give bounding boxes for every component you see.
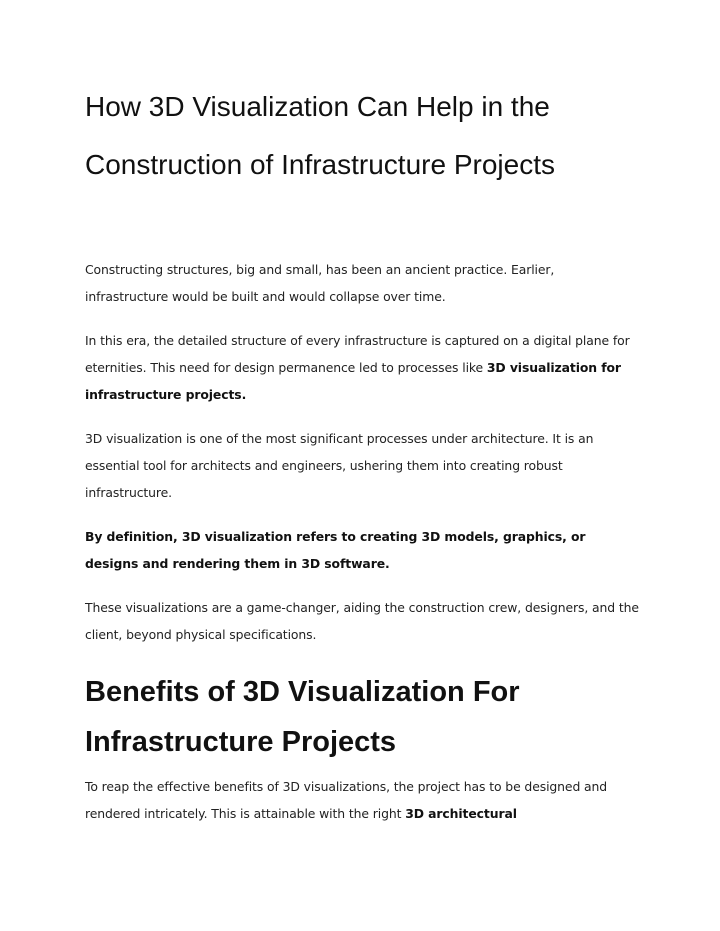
paragraph-benefits-intro-text: To reap the effective benefits of 3D visualizations, the project has to be designed and rendered intricately. This is attainable with the right [85,779,608,821]
paragraph-digital-plane [85,327,640,408]
section-heading-benefits: Benefits of 3D Visualization For Infrastructure Projects [85,676,520,758]
paragraph-digital-plane-text: In this era, the detailed structure of every infrastructure is captured on a digital plane for eternities. This need for design permanence led to processes like [85,333,630,375]
paragraph-game-changer-text: These visualizations are a game-changer, aiding the construction crew, designers, and the client, beyond physical specifications. [85,600,639,642]
paragraph-significance [85,425,640,506]
paragraph-game-changer [85,594,640,648]
bold-keyword: 3D visualization for infrastructure projects. [85,360,621,402]
bold-keyword-architectural: 3D architectural [405,806,517,821]
paragraph-significance-text: 3D visualization is one of the most significant processes under architecture. It is an essential tool for architects and engineers, ushering them into creating robust infrastructure. [85,431,594,500]
paragraph-intro [85,256,640,310]
paragraph-intro-text: Constructing structures, big and small, has been an ancient practice. Earlier, infrastructure would be built and would collapse over time. [85,262,555,304]
paragraph-definition [85,523,640,577]
paragraph-benefits-intro [85,773,640,827]
paragraph-definition-text: By definition, 3D visualization refers to creating 3D models, graphics, or designs and rendering them in 3D software. [85,529,586,571]
document-title: How 3D Visualization Can Help in the Construction of Infrastructure Projects [85,91,555,180]
